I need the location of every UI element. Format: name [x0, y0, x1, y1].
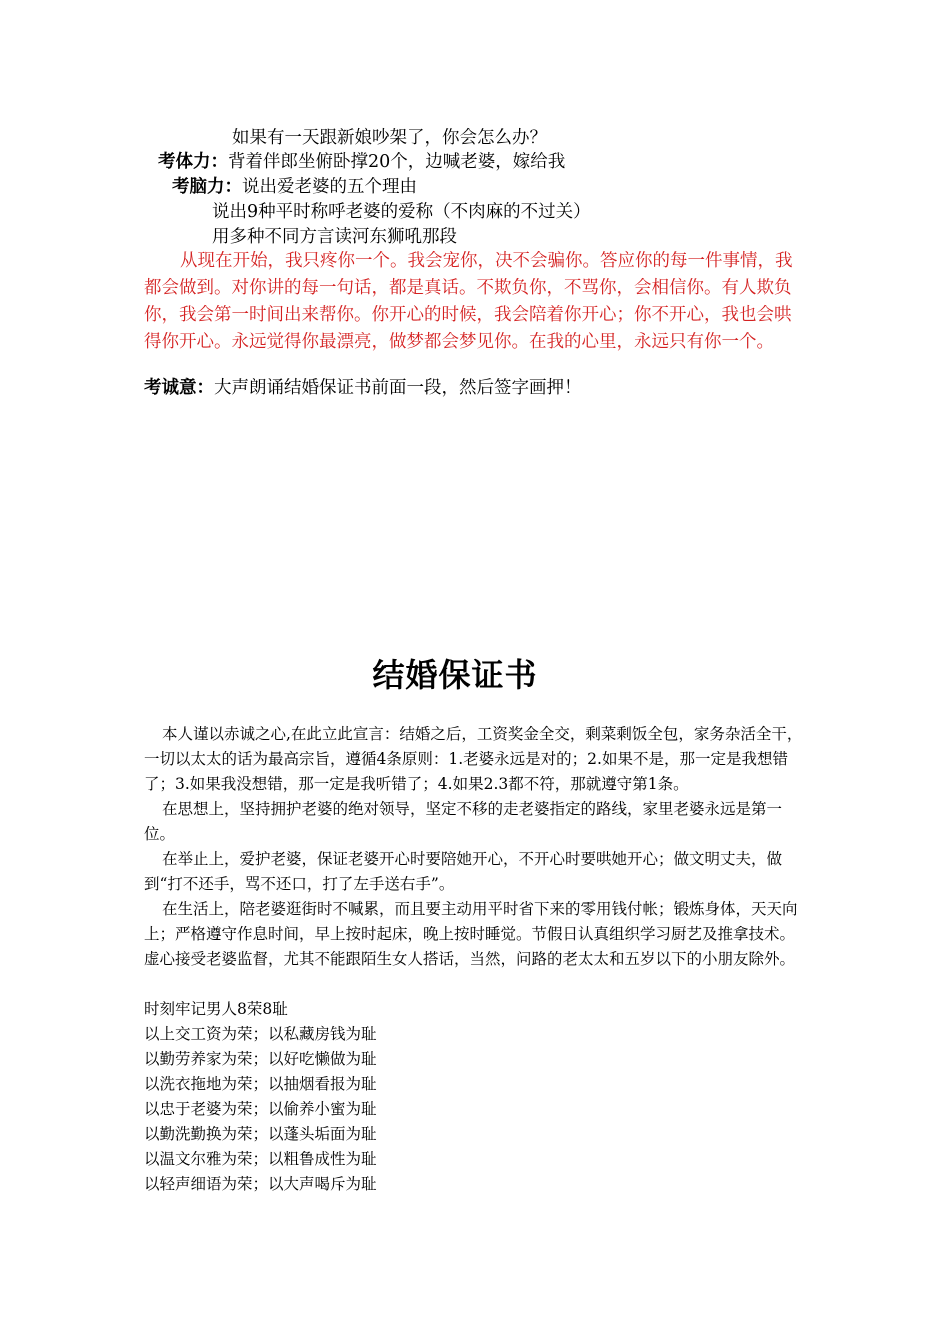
- rule-item: 以勤洗勤换为荣；以蓬头垢面为耻: [144, 1125, 377, 1143]
- brain-label: 考脑力：: [172, 177, 242, 197]
- physical-label: 考体力：: [158, 152, 228, 172]
- physical-text: 背着伴郎坐俯卧撑20个，边喊老婆，嫁给我: [228, 152, 566, 172]
- oath-text: 从现在开始，我只疼你一个。我会宠你，决不会骗你。答应你的每一件事情，我都会做到。对你讲的每一句话，都是真话。不欺负你，不骂你，会相信你。有人欺负你，我会第一时间出来帮你。你开心的时候，我会陪着你开心；你不开心，我也会哄得你开心。永远觉得你最漂亮，做梦都会梦见你。在我的心里，永远只有你一个。: [144, 251, 793, 352]
- rules-title: 时刻牢记男人8荣8耻: [144, 1000, 288, 1018]
- brain-test: [172, 175, 417, 199]
- rule-item: 以上交工资为荣；以私藏房钱为耻: [144, 1025, 377, 1043]
- certificate-paragraph-1: 本人谨以赤诚之心,在此立此宣言：结婚之后，工资奖金全交，剩菜剩饭全包，家务杂活全干，一切以太太的话为最高宗旨，遵循4条原则：1.老婆永远是对的；2.如果不是，那一定是我想错了；3.如果我没想错，那一定是我听错了；4.如果2.3都不符，那就遵守第1条。: [144, 725, 803, 793]
- brain-text-2: 说出9种平时称呼老婆的爱称（不肉麻的不过关）: [212, 202, 591, 222]
- sincerity-test: [144, 376, 582, 400]
- rule-item: 以洗衣拖地为荣；以抽烟看报为耻: [144, 1075, 377, 1093]
- brain-text-3: 用多种不同方言读河东狮吼那段: [212, 227, 457, 247]
- certificate-title-wrap: [0, 650, 950, 696]
- oath-paragraph: [144, 248, 808, 356]
- certificate-paragraph-3: 在举止上，爱护老婆，保证老婆开心时要陪她开心，不开心时要哄她开心；做文明丈夫，做到“打不还手，骂不还口，打了左手送右手”。: [144, 850, 783, 893]
- certificate-title: 结婚保证书: [372, 656, 538, 694]
- rule-item: 以忠于老婆为荣；以偷养小蜜为耻: [144, 1100, 377, 1118]
- sincerity-text: 大声朗诵结婚保证书前面一段，然后签字画押！: [214, 378, 582, 398]
- rule-item: 以轻声细语为荣；以大声喝斥为耻: [144, 1175, 377, 1193]
- physical-test: [158, 150, 565, 174]
- certificate-paragraph-2: 在思想上，坚持拥护老婆的绝对领导，坚定不移的走老婆指定的路线，家里老婆永远是第一位。: [144, 800, 783, 843]
- rules-list: [144, 997, 377, 1197]
- rule-item: 以温文尔雅为荣；以粗鲁成性为耻: [144, 1150, 377, 1168]
- question-intro: 如果有一天跟新娘吵架了，你会怎么办？: [232, 128, 547, 148]
- brain-text-1: 说出爱老婆的五个理由: [242, 177, 417, 197]
- certificate-paragraph-4: 在生活上，陪老婆逛街时不喊累，而且要主动用平时省下来的零用钱付帐；锻炼身体，天天向上；严格遵守作息时间，早上按时起床，晚上按时睡觉。节假日认真组织学习厨艺及推拿技术。虚心接受老婆监督，尤其不能跟陌生女人搭话，当然，问路的老太太和五岁以下的小朋友除外。: [144, 900, 798, 968]
- sincerity-label: 考诚意：: [144, 378, 214, 398]
- rule-item: 以勤劳养家为荣；以好吃懒做为耻: [144, 1050, 377, 1068]
